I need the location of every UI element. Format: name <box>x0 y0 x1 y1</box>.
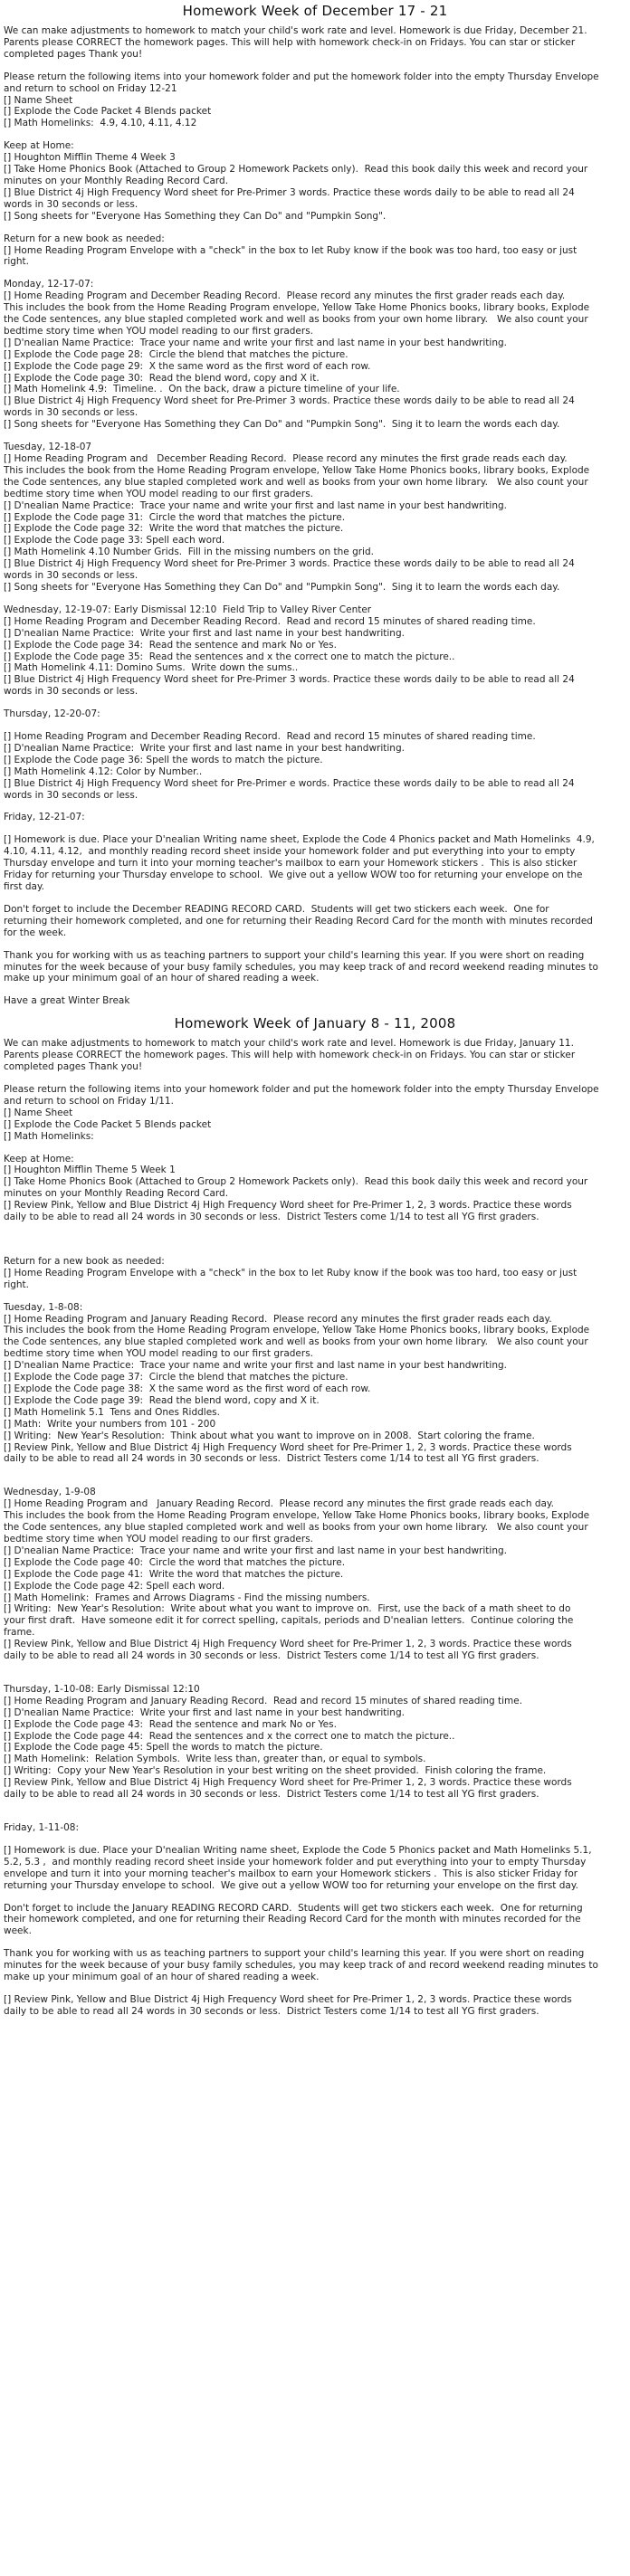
text-line: minutes for the week because of your busy family schedules, you may keep track of and record weekend reading minutes to <box>4 961 598 973</box>
text-line: [] Home Reading Program Envelope with a "check" in the box to let Ruby know if the book was too hard, too easy or just <box>4 1267 578 1278</box>
text-line: week. <box>4 1925 32 1937</box>
text-line: words in 30 seconds or less. <box>4 407 138 419</box>
text-line: [] Math Homelink 4.10 Number Grids. Fill in the missing numbers on the grid. <box>4 547 374 558</box>
text-line: minutes on your Monthly Reading Record Card. <box>4 175 229 186</box>
text-line: Keep at Home: <box>4 140 74 152</box>
text-line: [] Home Reading Program and December Reading Record. Read and record 15 minutes of shared reading time. <box>4 615 536 627</box>
text-line: the Code sentences, any blue stapled completed work and well as books from your own home library. We also count your <box>4 476 588 488</box>
text-line: 5.2, 5.3 , and monthly reading record sheet inside your homework folder and put everything into your to empty Thursday <box>4 1856 587 1868</box>
text-line: Friday, 12-21-07: <box>4 812 85 823</box>
text-line: [] Math Homelink 4.9: Timeline. . On the back, draw a picture timeline of your life. <box>4 384 400 395</box>
text-line: make up your minimum goal of an hour of shared reading a week. <box>4 973 320 984</box>
text-line: [] Blue District 4j High Frequency Word sheet for Pre-Primer 3 words. Practice these words daily to be able to read all 24 <box>4 186 575 198</box>
text-line: [] Home Reading Program and December Reading Record. Please record any minutes the first grader reads each day. <box>4 290 566 302</box>
text-line: [] Home Reading Program and January Reading Record. Please record any minutes the first grader reads each day. <box>4 1313 552 1325</box>
text-line: right. <box>4 256 30 268</box>
text-line: right. <box>4 1278 30 1290</box>
text-line: returning their homework completed, and one for returning their Reading Record Card for the month with minutes recorded <box>4 915 593 927</box>
blank-line <box>4 698 626 708</box>
text-line: [] Explode the Code page 32: Write the word that matches the picture. <box>4 523 344 535</box>
text-line: [] Explode the Code page 37: Circle the blend that matches the picture. <box>4 1372 348 1383</box>
text-line: daily to be able to read all 24 words in 30 seconds or less. District Testers come 1/14 to test all YG first graders. <box>4 1789 539 1801</box>
blank-line <box>4 431 626 442</box>
text-line: [] Homework is due. Place your D'nealian Writing name sheet, Explode the Code 5 Phonics packet and Math Homelinks 5.1, <box>4 1844 592 1856</box>
text-line: [] Home Reading Program and January Reading Record. Please record any minutes the first grade reads each day. <box>4 1498 554 1510</box>
blank-line <box>4 984 626 995</box>
text-line: [] Explode the Code page 42: Spell each word. <box>4 1580 225 1592</box>
text-line: Tuesday, 1-8-08: <box>4 1301 83 1313</box>
text-line: [] D'nealian Name Practice: Write your first and last name in your best handwriting. <box>4 742 405 754</box>
blank-line <box>4 1834 626 1845</box>
blank-line <box>4 1983 626 1994</box>
blank-line <box>4 893 626 904</box>
text-line: [] Math Homelinks: <box>4 1130 94 1142</box>
text-line: Friday for returning your Thursday envelope to school. We give out a yellow WOW too for returning your envelope on the <box>4 870 583 881</box>
text-line: Return for a new book as needed: <box>4 233 165 244</box>
text-line: the Code sentences, any blue stapled completed work and well as books from your own home library. We also count your <box>4 314 588 326</box>
text-line: [] Explode the Code page 29: X the same word as the first word of each row. <box>4 360 371 372</box>
text-line: [] Math Homelink 5.1 Tens and Ones Riddles. <box>4 1406 220 1418</box>
text-line: Don't forget to include the December READING RECORD CARD. Students will get two stickers each week. One for <box>4 903 549 915</box>
text-line: [] Explode the Code page 41: Write the word that matches the picture. <box>4 1568 344 1580</box>
text-line: [] Explode the Code page 44: Read the sentences and x the correct one to match the picture.. <box>4 1730 455 1742</box>
text-line: Thursday, 12-20-07: <box>4 708 100 720</box>
text-line: We can make adjustments to homework to match your child's work rate and level. Homework is due Friday, January 11. <box>4 1038 574 1050</box>
blank-line <box>4 1937 626 1948</box>
blank-line <box>4 801 626 812</box>
text-line: minutes on your Monthly Reading Record Card. <box>4 1188 229 1200</box>
text-line: [] Explode the Code page 34: Read the sentence and mark No or Yes. <box>4 639 337 651</box>
text-line: [] D'nealian Name Practice: Trace your name and write your first and last name in your best handwriting. <box>4 337 507 348</box>
blank-line <box>4 1801 626 1811</box>
text-line: Thursday, 1-10-08: Early Dismissal 12:10 <box>4 1683 200 1695</box>
text-line: and return to school on Friday 12-21 <box>4 82 177 94</box>
text-line: daily to be able to read all 24 words in 30 seconds or less. District Testers come 1/14 to test all YG first graders. <box>4 2005 539 2017</box>
week-body-december <box>4 25 626 1007</box>
blank-line <box>4 1291 626 1302</box>
week-body-january <box>4 1038 626 2018</box>
text-line: words in 30 seconds or less. <box>4 570 138 582</box>
text-line: [] Explode the Code page 28: Circle the blend that matches the picture. <box>4 348 348 360</box>
text-line: daily to be able to read all 24 words in 30 seconds or less. District Testers come 1/14 to test all YG first graders. <box>4 1650 539 1662</box>
text-line: daily to be able to read all 24 words in 30 seconds or less. District Testers come 1/14 to test all YG first graders. <box>4 1453 539 1465</box>
blank-line <box>4 939 626 950</box>
text-line: [] Name Sheet <box>4 94 73 106</box>
text-line: bedtime story time when YOU model reading to our first graders. <box>4 1533 313 1545</box>
text-line: Monday, 12-17-07: <box>4 279 94 290</box>
text-line: words in 30 seconds or less. <box>4 686 138 698</box>
text-line: Tuesday, 12-18-07 <box>4 442 92 453</box>
text-line: [] Writing: New Year's Resolution: Think about what you want to improve on in 2008. Start coloring the frame. <box>4 1430 535 1441</box>
text-line: We can make adjustments to homework to match your child's work rate and level. Homework is due Friday, December 21. <box>4 25 587 36</box>
blank-line <box>4 129 626 140</box>
text-line: your first draft. Have someone edit it for correct spelling, capitals, periods and D'nealian letters. Continue coloring the <box>4 1615 574 1627</box>
text-line: [] Homework is due. Place your D'nealian Writing name sheet, Explode the Code 4 Phonics packet and Math Homelinks 4.9, <box>4 834 595 846</box>
text-line: [] Review Pink, Yellow and Blue District 4j High Frequency Word sheet for Pre-Primer 1, 2, 3 words. Practice these words <box>4 1777 572 1789</box>
text-line: Please return the following items into your homework folder and put the homework folder into the empty Thursday Envelope <box>4 1083 599 1095</box>
blank-line <box>4 1073 626 1084</box>
blank-line <box>4 1245 626 1256</box>
text-line: Parents please CORRECT the homework pages. This will help with homework check-in on Fridays. You can star or sticker <box>4 36 576 48</box>
text-line: completed pages Thank you! <box>4 48 143 60</box>
text-line: [] D'nealian Name Practice: Trace your name and write your first and last name in your best handwriting. <box>4 1545 507 1556</box>
text-line: [] Song sheets for "Everyone Has Something they Can Do" and "Pumpkin Song". Sing it to learn the words each day. <box>4 419 560 431</box>
text-line: [] Home Reading Program and January Reading Record. Read and record 15 minutes of shared reading time. <box>4 1695 523 1706</box>
text-line: Thank you for working with us as teaching partners to support your child's learning this year. If you were short on reading <box>4 949 585 961</box>
text-line: Wednesday, 12-19-07: Early Dismissal 12:10 Field Trip to Valley River Center <box>4 604 372 615</box>
text-line: [] Explode the Code Packet 5 Blends packet <box>4 1118 212 1130</box>
week-title-december: Homework Week of December 17 - 21 <box>182 3 448 19</box>
text-line: 4.10, 4.11, 4.12, and monthly reading record sheet inside your homework folder and put everything into your to empty <box>4 846 576 858</box>
text-line: [] Blue District 4j High Frequency Word sheet for Pre-Primer e words. Practice these words daily to be able to read all 24 <box>4 777 575 789</box>
blank-line <box>4 1143 626 1154</box>
text-line: [] Blue District 4j High Frequency Word sheet for Pre-Primer 3 words. Practice these words daily to be able to read all 24 <box>4 395 575 407</box>
text-line: [] Blue District 4j High Frequency Word sheet for Pre-Primer 3 words. Practice these words daily to be able to read all 24 <box>4 674 575 686</box>
text-line: Don't forget to include the January READING RECORD CARD. Students will get two stickers each week. One for returning <box>4 1902 583 1914</box>
text-line: [] Name Sheet <box>4 1107 73 1118</box>
text-line: [] Houghton Mifflin Theme 5 Week 1 <box>4 1164 176 1176</box>
text-line: [] Explode the Code page 31: Circle the word that matches the picture. <box>4 511 346 523</box>
text-line: [] Explode the Code page 40: Circle the word that matches the picture. <box>4 1556 346 1568</box>
text-line: [] Writing: New Year's Resolution: Write about what you want to improve on. First, use the back of a math sheet to do <box>4 1603 571 1615</box>
text-line: and return to school on Friday 1/11. <box>4 1095 174 1107</box>
blank-line <box>4 1662 626 1673</box>
text-line: [] Song sheets for "Everyone Has Something they Can Do" and "Pumpkin Song". <box>4 210 387 222</box>
blank-line <box>4 268 626 279</box>
text-line: for the week. <box>4 927 67 938</box>
text-line: [] Review Pink, Yellow and Blue District 4j High Frequency Word sheet for Pre-Primer 1, 2, 3 words. Practice these words <box>4 1441 572 1453</box>
text-line: [] Review Pink, Yellow and Blue District 4j High Frequency Word sheet for Pre-Primer 1, 2, 3 words. Practice these words <box>4 1200 572 1212</box>
text-line: [] Explode the Code page 33: Spell each word. <box>4 535 225 547</box>
text-line: [] Take Home Phonics Book (Attached to Group 2 Homework Packets only). Read this book daily this week and record your <box>4 164 588 176</box>
text-line: Parents please CORRECT the homework pages. This will help with homework check-in on Fridays. You can star or sticker <box>4 1050 576 1061</box>
text-line: first day. <box>4 881 45 892</box>
text-line: [] Writing: Copy your New Year's Resolution in your best writing on the sheet provided. Finish coloring the frame. <box>4 1765 547 1777</box>
text-line: Wednesday, 1-9-08 <box>4 1487 96 1498</box>
text-line: make up your minimum goal of an hour of shared reading a week. <box>4 1972 320 1983</box>
text-line: Friday, 1-11-08: <box>4 1822 80 1833</box>
text-line: frame. <box>4 1627 35 1639</box>
blank-line <box>4 1223 626 1234</box>
week-title-january: Homework Week of January 8 - 11, 2008 <box>174 1015 456 1032</box>
text-line: [] D'nealian Name Practice: Write your first and last name in your best handwriting. <box>4 1706 405 1718</box>
blank-line <box>4 720 626 731</box>
text-line: envelope and turn it into your morning teacher's mailbox to earn your Homework stickers . This is also sticker Friday for <box>4 1868 578 1879</box>
text-line: [] Review Pink, Yellow and Blue District 4j High Frequency Word sheet for Pre-Primer 1, 2, 3 words. Practice these words <box>4 1639 572 1650</box>
blank-line <box>4 1811 626 1822</box>
text-line: [] Explode the Code Packet 4 Blends packet <box>4 106 212 118</box>
text-line: bedtime story time when YOU model reading to our first graders. <box>4 325 313 337</box>
text-line: [] Home Reading Program and December Reading Record. Read and record 15 minutes of shared reading time. <box>4 731 536 743</box>
text-line: Return for a new book as needed: <box>4 1255 165 1267</box>
text-line: bedtime story time when YOU model reading to our first graders. <box>4 488 313 499</box>
text-line: [] Explode the Code page 38: X the same word as the first word of each row. <box>4 1383 371 1394</box>
text-line: [] Explode the Code page 43: Read the sentence and mark No or Yes. <box>4 1718 337 1730</box>
blank-line <box>4 1892 626 1903</box>
text-line: Have a great Winter Break <box>4 995 130 1007</box>
blank-line <box>4 823 626 834</box>
blank-line <box>4 1476 626 1487</box>
text-line: [] Math Homelink 4.11: Domino Sums. Write down the sums.. <box>4 662 299 674</box>
blank-line <box>4 223 626 233</box>
text-line: bedtime story time when YOU model reading to our first graders. <box>4 1348 313 1360</box>
blank-line <box>4 1465 626 1476</box>
text-line: This includes the book from the Home Reading Program envelope, Yellow Take Home Phonics books, library books, Explode <box>4 1325 590 1336</box>
text-line: This includes the book from the Home Reading Program envelope, Yellow Take Home Phonics books, library books, Explode <box>4 302 590 314</box>
text-line: the Code sentences, any blue stapled completed work and well as books from your own home library. We also count your <box>4 1522 588 1534</box>
text-line: This includes the book from the Home Reading Program envelope, Yellow Take Home Phonics books, library books, Explode <box>4 464 590 476</box>
text-line: completed pages Thank you! <box>4 1061 143 1073</box>
text-line: [] Explode the Code page 30: Read the blend word, copy and X it. <box>4 372 320 384</box>
blank-line <box>4 1234 626 1245</box>
text-line: Thank you for working with us as teaching partners to support your child's learning this year. If you were short on reading <box>4 1948 585 1960</box>
text-line: the Code sentences, any blue stapled completed work and well as books from your own home library. We also count your <box>4 1336 588 1348</box>
text-line: [] Take Home Phonics Book (Attached to Group 2 Homework Packets only). Read this book daily this week and record your <box>4 1176 588 1188</box>
text-line: [] D'nealian Name Practice: Write your first and last name in your best handwriting. <box>4 627 405 639</box>
text-line: [] Math Homelinks: 4.9, 4.10, 4.11, 4.12 <box>4 118 197 129</box>
text-line: their homework completed, and one for returning their Reading Record Card for the month with minutes recorded for the <box>4 1914 581 1925</box>
text-line: minutes for the week because of your busy family schedules, you may keep track of and record weekend reading minutes to <box>4 1960 598 1972</box>
text-line: [] Explode the Code page 36: Spell the words to match the picture. <box>4 754 323 765</box>
text-line: [] D'nealian Name Practice: Trace your name and write your first and last name in your best handwriting. <box>4 1360 507 1372</box>
text-line: [] D'nealian Name Practice: Trace your name and write your first and last name in your best handwriting. <box>4 499 507 511</box>
text-line: [] Houghton Mifflin Theme 4 Week 3 <box>4 152 176 164</box>
blank-line <box>4 61 626 71</box>
text-line: [] Math: Write your numbers from 101 - 200 <box>4 1418 216 1430</box>
text-line: [] Explode the Code page 45: Spell the words to match the picture. <box>4 1742 323 1754</box>
text-line: Keep at Home: <box>4 1153 74 1164</box>
text-line: [] Math Homelink: Frames and Arrows Diagrams - Find the missing numbers. <box>4 1592 370 1603</box>
text-line: This includes the book from the Home Reading Program envelope, Yellow Take Home Phonics books, library books, Explode <box>4 1510 590 1522</box>
text-line: Please return the following items into your homework folder and put the homework folder into the empty Thursday Envelope <box>4 71 599 82</box>
text-line: [] Math Homelink 4.12: Color by Number.. <box>4 765 203 777</box>
text-line: daily to be able to read all 24 words in 30 seconds or less. District Testers come 1/14 to test all YG first graders. <box>4 1212 539 1223</box>
text-line: [] Blue District 4j High Frequency Word sheet for Pre-Primer 3 words. Practice these words daily to be able to read all 24 <box>4 558 575 570</box>
text-line: [] Review Pink, Yellow and Blue District 4j High Frequency Word sheet for Pre-Primer 1, 2, 3 words. Practice these words <box>4 1993 572 2005</box>
text-line: words in 30 seconds or less. <box>4 789 138 801</box>
text-line: [] Math Homelink: Relation Symbols. Write less than, greater than, or equal to symbols. <box>4 1754 426 1765</box>
text-line: Thursday envelope and turn it into your morning teacher's mailbox to earn your Homework stickers . This is also sticker <box>4 858 578 870</box>
text-line: [] Explode the Code page 35: Read the sentences and x the correct one to match the picture.. <box>4 651 455 662</box>
text-line: words in 30 seconds or less. <box>4 198 138 210</box>
text-line: [] Home Reading Program and December Reading Record. Please record any minutes the first grade reads each day. <box>4 453 568 464</box>
blank-line <box>4 594 626 604</box>
text-line: returning your Thursday envelope to school. We give out a yellow WOW too for returning your envelope on the first day. <box>4 1879 578 1891</box>
text-line: [] Explode the Code page 39: Read the blend word, copy and X it. <box>4 1394 320 1406</box>
text-line: [] Home Reading Program Envelope with a "check" in the box to let Ruby know if the book was too hard, too easy or just <box>4 244 578 256</box>
blank-line <box>4 1673 626 1684</box>
text-line: [] Song sheets for "Everyone Has Something they Can Do" and "Pumpkin Song". Sing it to learn the words each day. <box>4 581 560 593</box>
